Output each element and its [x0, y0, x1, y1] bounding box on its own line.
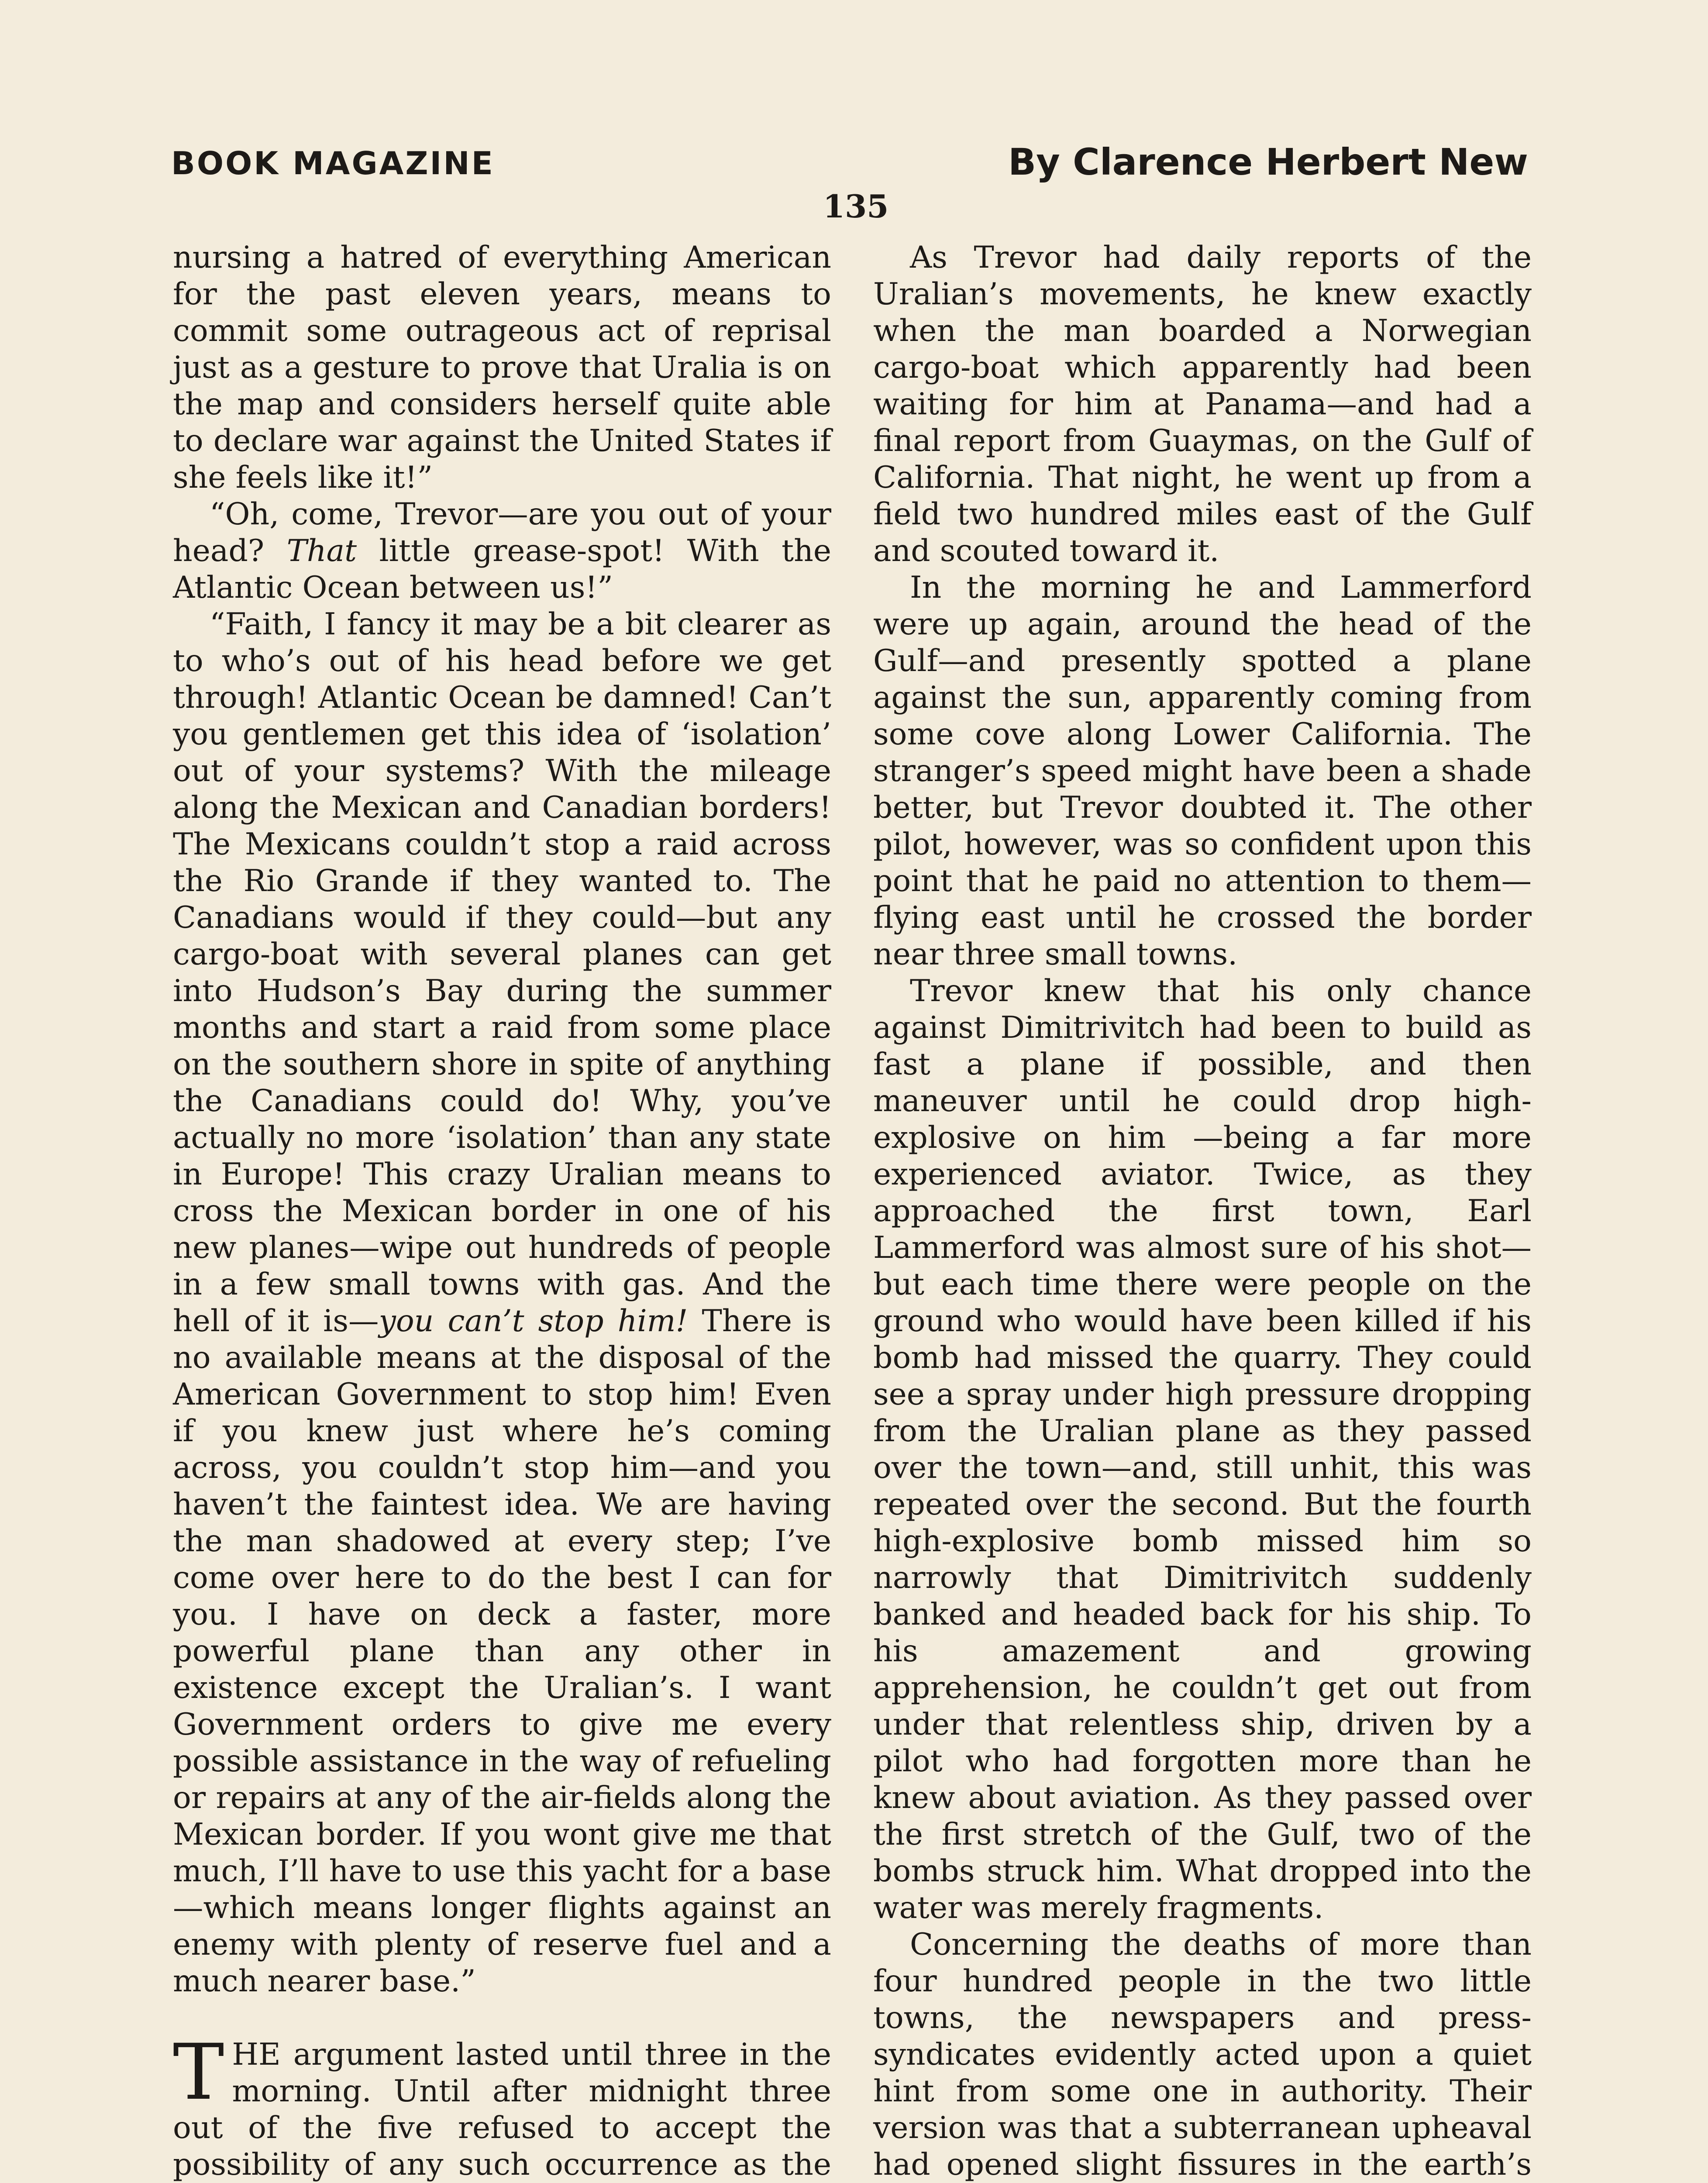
text-run: “Oh, come, Trevor—are you out of your head?: [173, 496, 831, 568]
paragraph: Concerning the deaths of more than four hundred people in the two little towns, the newspapers and press-syndicates evidently acted upon a quiet hint from some one in authority. Their version was that a subterranean upheaval had opened slight fissures in the earth’s: [873, 1927, 1532, 2182]
paragraph: nursing a hatred of everything American for the past eleven years, means to commit some outrageous act of reprisal just as a gesture to prove that Uralia is on the map and considers herself quite able to declare war against the United States if she feels like it!”: [173, 240, 831, 495]
text-run: HE argument lasted until three in the morning. Until after midnight three out of the five refused to accept the possibility of any such occurrence as the: [173, 2037, 831, 2182]
italic-text: That: [286, 533, 357, 568]
running-head-author: By Clarence Herbert New: [1008, 141, 1528, 183]
paragraph: As Trevor had daily reports of the Uralian’s movements, he knew exactly when the man boarded a Norwegian cargo-boat which apparently had been waiting for him at Panama—and had a final report from Guaymas, on the Gulf of California. That night, he went up from a field two hundred miles east of the Gulf and scouted toward it.: [873, 240, 1532, 568]
paragraph: [173, 606, 831, 2000]
running-head-magazine: BOOK MAGAZINE: [171, 145, 495, 182]
paragraph: In the morning he and Lammerford were up again, around the head of the Gulf—and presently spotted a plane against the sun, apparently coming from some cove along Lower California. The stranger’s speed might have been a shade better, but Trevor doubted it. The other pilot, however, was so confident upon this point that he paid no attention to them—flying east until he crossed the border near three small towns.: [873, 570, 1532, 972]
drop-cap: T: [173, 2028, 224, 2117]
right-column: [873, 239, 1532, 2183]
paragraph: Trevor knew that his only chance against Dimitrivitch had been to build as fast a plane if possible, and then maneuver until he could drop high-explosive on him —being a far more experienced aviator. Twice, as they approached the first town, Earl Lammerford was almost sure of his shot—but each time there were people on the ground who would have been killed if his bomb had missed the quarry. They could see a spray under high pressure dropping from the Uralian plane as they passed over the town—and, still unhit, this was repeated over the second. But the fourth high-explosive bomb missed him so narrowly that Dimitrivitch suddenly banked and headed back for his ship. To his amazement and growing apprehension, he couldn’t get out from under that relentless ship, driven by a pilot who had forgotten more than he knew about aviation. As they passed over the first stretch of the Gulf, two of the bombs struck him. What dropped into the water was merely fragments.: [873, 973, 1532, 1925]
text-run: little grease-spot! With the Atlantic Ocean between us!”: [173, 533, 831, 605]
left-column: [173, 239, 831, 2183]
italic-text: you can’t stop him!: [379, 1303, 688, 1339]
text-run: “Faith, I fancy it may be a bit clearer as to who’s out of his head before we get through! Atlantic Ocean be damned! Can’t you gentlemen get this idea of ‘isolation’ out of your systems? With the mileage along the Mexican and Canadian borders! The Mexicans couldn’t stop a raid across the Rio Grande if they wanted to. The Canadians would if they could—but any cargo-boat with several planes can get into Hudson’s Bay during the summer months and start a raid from some place on the southern shore in spite of anything the Canadians could do! Why, you’ve actually no more ‘isolation’ than any state in Europe! This crazy Uralian means to cross the Mexican border in one of his new planes—wipe out hundreds of people in a few small towns with gas. And the hell of it is—: [173, 606, 831, 1339]
page-number: 135: [823, 188, 889, 225]
paragraph-section-break: [173, 2028, 831, 2183]
text-run: There is no available means at the disposal of the American Government to stop him! Even if you knew just where he’s coming across, you couldn’t stop him—and you haven’t the faintest idea. We are having the man shadowed at every step; I’ve come over here to do the best I can for you. I have on deck a faster, more powerful plane than any other in existence except the Uralian’s. I want Government orders to give me every possible assistance in the way of refueling or repairs at any of the air-fields along the Mexican border. If you wont give me that much, I’ll have to use this yacht for a base—which means longer flights against an enemy with plenty of reserve fuel and a much nearer base.”: [173, 1303, 831, 1999]
paragraph: [173, 496, 831, 606]
